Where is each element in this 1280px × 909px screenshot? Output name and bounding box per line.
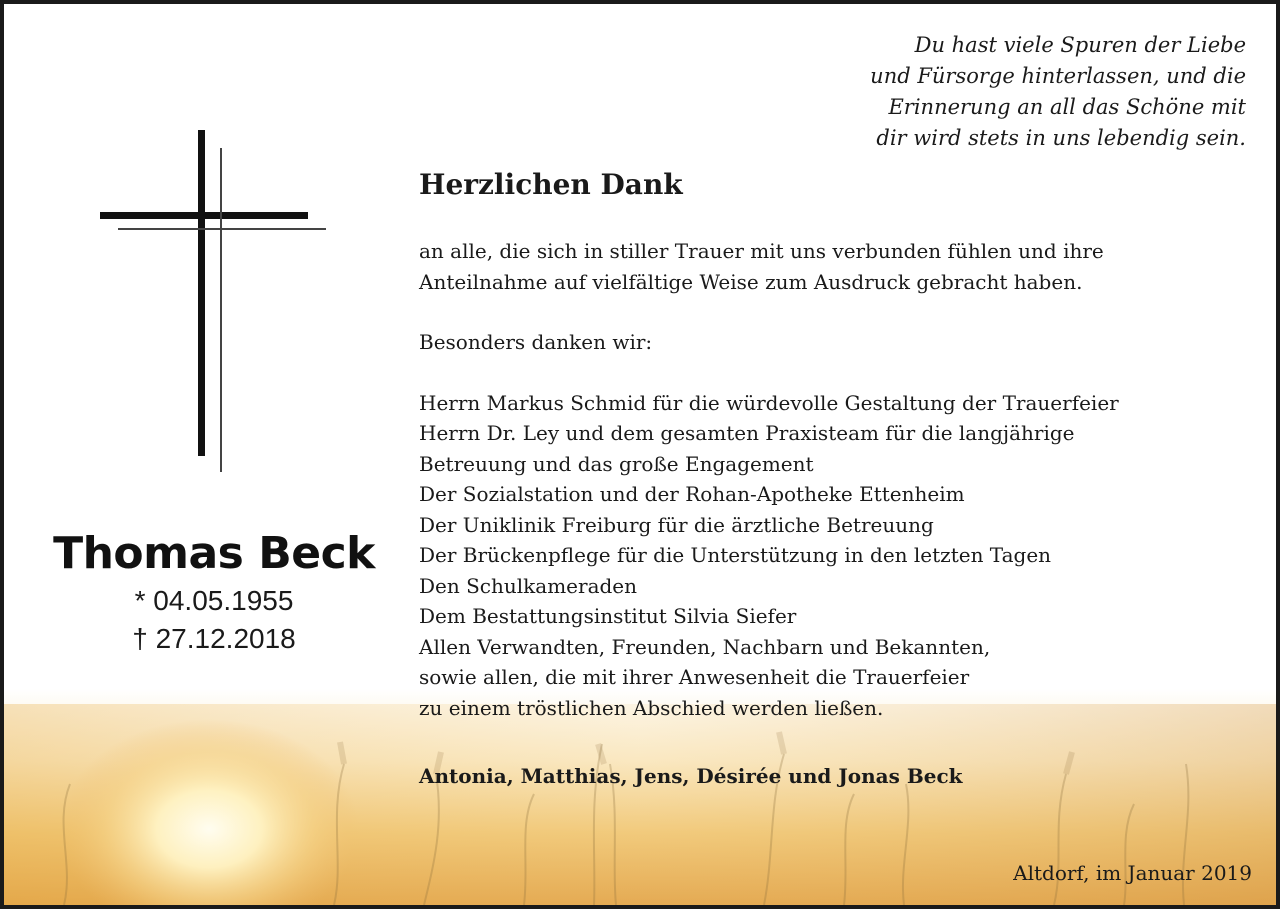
quote bbox=[826, 30, 1246, 154]
thanks-line: Der Brückenpflege für die Unterstützung in den letzten Tagen bbox=[419, 543, 1052, 567]
thanks-line: Den Schulkameraden bbox=[419, 573, 638, 598]
cross-icon bbox=[96, 128, 330, 476]
intro-paragraph bbox=[419, 236, 1239, 297]
thanks-list bbox=[419, 388, 1239, 724]
quote-line: dir wird stets in uns lebendig sein. bbox=[876, 126, 1246, 150]
signature: Antonia, Matthias, Jens, Désirée und Jonas Beck bbox=[419, 764, 963, 788]
thanks-line: Herrn Dr. Ley und dem gesamten Praxisteam für die langjährige bbox=[419, 421, 1075, 445]
thanks-text bbox=[419, 164, 1239, 791]
thanks-line: Herrn Markus Schmid für die würdevolle Gestaltung der Trauerfeier bbox=[419, 390, 1119, 415]
thanks-line: sowie allen, die mit ihrer Anwesenheit die Trauerfeier bbox=[419, 665, 970, 689]
besonders-line: Besonders danken wir: bbox=[419, 330, 653, 354]
quote-line: Du hast viele Spuren der Liebe bbox=[914, 33, 1246, 57]
text-line: an alle, die sich in stiller Trauer mit uns verbunden fühlen und ihre bbox=[419, 239, 1104, 263]
thanks-line: Der Sozialstation und der Rohan-Apotheke Ettenheim bbox=[419, 482, 965, 506]
deceased-name: Thomas Beck bbox=[53, 528, 375, 579]
quote-line: und Fürsorge hinterlassen, und die bbox=[870, 64, 1246, 88]
quote-line: Erinnerung an all das Schöne mit bbox=[888, 95, 1246, 119]
text-line: Anteilnahme auf vielfältige Weise zum Ausdruck gebracht haben. bbox=[419, 269, 1083, 294]
thanks-line: Der Uniklinik Freiburg für die ärztliche Betreuung bbox=[419, 512, 934, 537]
birth-date: * 04.05.1955 bbox=[134, 585, 294, 616]
death-date: † 27.12.2018 bbox=[132, 623, 296, 654]
thanks-line: Dem Bestattungsinstitut Silvia Siefer bbox=[419, 604, 797, 628]
thanks-line: Allen Verwandten, Freunden, Nachbarn und Bekannten, bbox=[419, 634, 991, 659]
place-date: Altdorf, im Januar 2019 bbox=[1013, 861, 1252, 885]
deceased-info bbox=[44, 526, 384, 658]
thanks-line: Betreuung und das große Engagement bbox=[419, 451, 814, 476]
heading: Herzlichen Dank bbox=[419, 168, 683, 201]
thanks-line: zu einem tröstlichen Abschied werden ließen. bbox=[419, 695, 884, 720]
